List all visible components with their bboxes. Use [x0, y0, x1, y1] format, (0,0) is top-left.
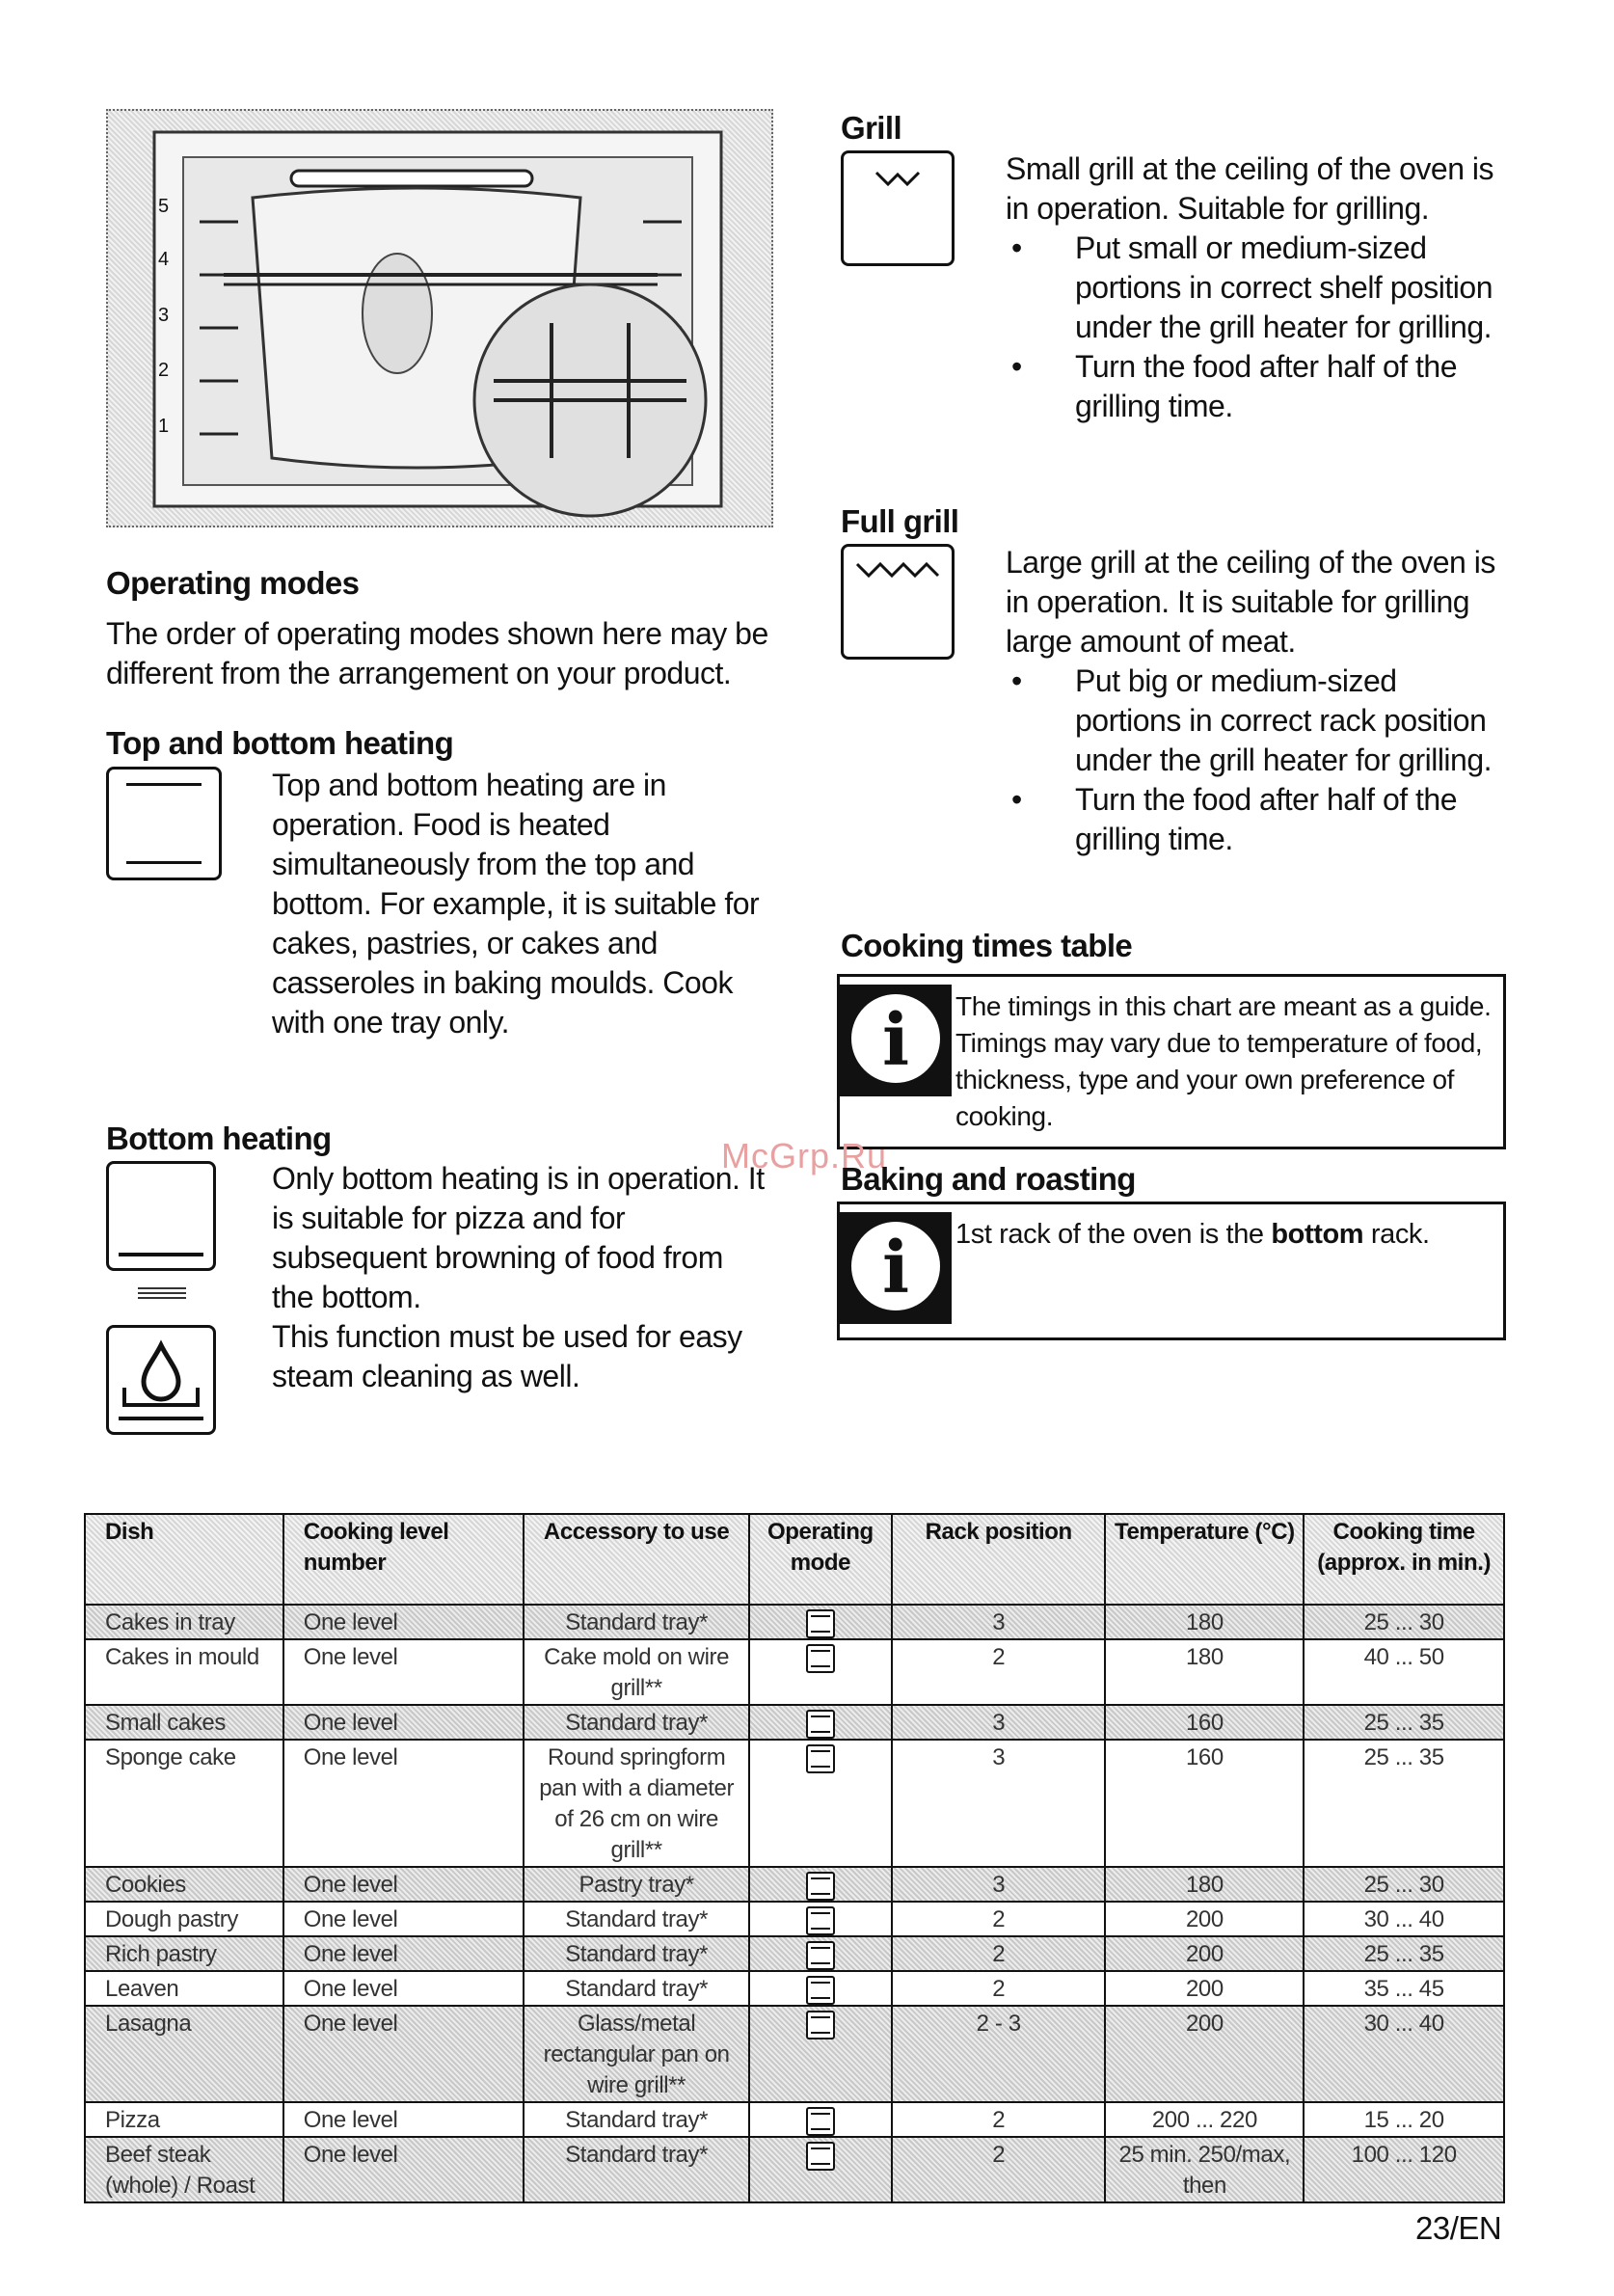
grill-icon — [841, 150, 955, 266]
top-bottom-heating-icon — [806, 1941, 835, 1970]
cell-rack: 3 — [892, 1740, 1106, 1867]
cell-dish: Cookies — [85, 1867, 283, 1902]
cell-mode — [749, 1971, 892, 2006]
cell-dish: Leaven — [85, 1971, 283, 2006]
table-row — [85, 2102, 1504, 2137]
bottom-heating-text: Only bottom heating is in operation. It is suitable for pizza and for subsequent browning of food from the bottom. This function must be used for easy steam cleaning as well. — [272, 1161, 765, 1393]
bottom-heating-icon — [106, 1161, 216, 1271]
shelf-number-4: 4 — [158, 249, 170, 270]
cell-accessory: Cake mold on wire grill** — [524, 1639, 749, 1705]
info-icon: i — [840, 985, 952, 1096]
rack-info-box — [837, 1202, 1506, 1340]
table-row — [85, 2137, 1504, 2202]
cell-accessory: Glass/metal rectangular pan on wire grill** — [524, 2006, 749, 2102]
cell-temp: 25 min. 250/max, then — [1105, 2137, 1304, 2202]
top-bottom-heating-icon — [806, 1609, 835, 1638]
bottom-heating-title: Bottom heating — [106, 1121, 332, 1156]
cell-rack: 3 — [892, 1867, 1106, 1902]
grill-bullet-1: • Put small or medium-sized portions in correct shelf position under the grill heater for grilling. — [1006, 229, 1493, 347]
cell-level: One level — [283, 2137, 525, 2202]
top-bottom-heating-icon — [806, 1872, 835, 1901]
cell-temp: 160 — [1105, 1740, 1304, 1867]
cell-time: 40 ... 50 — [1304, 1639, 1504, 1705]
top-bottom-heating-icon — [806, 2011, 835, 2039]
cell-time: 25 ... 35 — [1304, 1705, 1504, 1740]
cooking-times-title: Cooking times table — [841, 928, 1133, 963]
full-grill-bullet-1: • Put big or medium-sized portions in correct rack position under the grill heater for grilling. — [1006, 662, 1492, 780]
cell-temp: 180 — [1105, 1639, 1304, 1705]
table-row — [85, 1705, 1504, 1740]
cell-mode — [749, 1639, 892, 1705]
cell-mode — [749, 2137, 892, 2202]
top-bottom-heating-icon — [806, 2142, 835, 2171]
cell-level: One level — [283, 1705, 525, 1740]
page-number: 23/EN — [1415, 2210, 1502, 2246]
cooking-times-table — [84, 1513, 1505, 2203]
cell-accessory: Standard tray* — [524, 1936, 749, 1971]
cell-mode — [749, 1867, 892, 1902]
table-row — [85, 1867, 1504, 1902]
cell-level: One level — [283, 1867, 525, 1902]
steam-cleaning-icon — [106, 1325, 216, 1435]
cell-level: One level — [283, 1936, 525, 1971]
full-grill-bullet-2: • Turn the food after half of the grilling time. — [1006, 780, 1492, 859]
cell-temp: 200 — [1105, 1936, 1304, 1971]
cell-mode — [749, 2102, 892, 2137]
cell-rack: 2 - 3 — [892, 2006, 1106, 2102]
cell-time: 30 ... 40 — [1304, 1902, 1504, 1936]
cell-rack: 2 — [892, 1639, 1106, 1705]
cell-level: One level — [283, 2006, 525, 2102]
cell-temp: 160 — [1105, 1705, 1304, 1740]
shelf-number-3: 3 — [158, 305, 170, 326]
header-dish: Dish — [85, 1514, 283, 1605]
cell-time: 30 ... 40 — [1304, 2006, 1504, 2102]
top-bottom-heating-icon — [806, 1710, 835, 1739]
cell-mode — [749, 1740, 892, 1867]
shelf-number-5: 5 — [158, 196, 170, 217]
cell-rack: 2 — [892, 1971, 1106, 2006]
grill-title: Grill — [841, 110, 902, 146]
cell-mode — [749, 1936, 892, 1971]
oven-shelf-illustration — [106, 109, 773, 527]
cell-accessory: Standard tray* — [524, 2137, 749, 2202]
table-row — [85, 1605, 1504, 1639]
cell-temp: 180 — [1105, 1605, 1304, 1639]
header-temperature: Temperature (°C) — [1105, 1514, 1304, 1605]
cell-dish: Rich pastry — [85, 1936, 283, 1971]
cell-dish: Small cakes — [85, 1705, 283, 1740]
header-cooking-level: Cooking level number — [283, 1514, 525, 1605]
cell-accessory: Pastry tray* — [524, 1867, 749, 1902]
table-row — [85, 1936, 1504, 1971]
cell-time: 25 ... 30 — [1304, 1867, 1504, 1902]
cell-level: One level — [283, 1639, 525, 1705]
cell-accessory: Standard tray* — [524, 1605, 749, 1639]
cell-dish: Dough pastry — [85, 1902, 283, 1936]
cell-temp: 200 — [1105, 2006, 1304, 2102]
cell-rack: 2 — [892, 1936, 1106, 1971]
oven-diagram — [108, 111, 771, 526]
top-bottom-heating-icon — [806, 1906, 835, 1935]
cell-temp: 200 ... 220 — [1105, 2102, 1304, 2137]
header-operating-mode: Operating mode — [749, 1514, 892, 1605]
table-row — [85, 1902, 1504, 1936]
table-row — [85, 1971, 1504, 2006]
cell-level: One level — [283, 1740, 525, 1867]
cell-level: One level — [283, 2102, 525, 2137]
cell-rack: 3 — [892, 1705, 1106, 1740]
top-bottom-heating-title: Top and bottom heating — [106, 725, 454, 761]
top-bottom-heating-icon — [806, 1976, 835, 2005]
top-bottom-heating-text: Top and bottom heating are in operation. Food is heated simultaneously from the top and bottom. For example, it is suitable for cakes, pastries, or cakes and casseroles in baking moulds. Cook with one tray only. — [272, 768, 760, 1040]
cell-dish: Lasagna — [85, 2006, 283, 2102]
cell-time: 25 ... 35 — [1304, 1936, 1504, 1971]
cell-mode — [749, 1902, 892, 1936]
cell-time: 25 ... 30 — [1304, 1605, 1504, 1639]
cell-rack: 3 — [892, 1605, 1106, 1639]
full-grill-title: Full grill — [841, 503, 959, 539]
cell-dish: Cakes in mould — [85, 1639, 283, 1705]
shelf-number-2: 2 — [158, 360, 170, 381]
operating-modes-title: Operating modes — [106, 565, 360, 601]
cell-time: 15 ... 20 — [1304, 2102, 1504, 2137]
cell-dish: Cakes in tray — [85, 1605, 283, 1639]
header-accessory: Accessory to use — [524, 1514, 749, 1605]
cell-accessory: Standard tray* — [524, 1902, 749, 1936]
cell-time: 100 ... 120 — [1304, 2137, 1504, 2202]
cell-mode — [749, 1605, 892, 1639]
header-cooking-time: Cooking time (approx. in min.) — [1304, 1514, 1504, 1605]
cell-temp: 180 — [1105, 1867, 1304, 1902]
table-header-row — [85, 1514, 1504, 1605]
guide-info-box — [837, 974, 1506, 1149]
top-bottom-heating-icon — [106, 767, 222, 880]
cell-level: One level — [283, 1971, 525, 2006]
shelf-number-1: 1 — [158, 416, 170, 437]
cell-level: One level — [283, 1605, 525, 1639]
table-row — [85, 1639, 1504, 1705]
cell-time: 35 ... 45 — [1304, 1971, 1504, 2006]
top-bottom-heating-icon — [806, 1644, 835, 1673]
info-icon: i — [840, 1212, 952, 1324]
guide-info-text: The timings in this chart are meant as a guide. Timings may vary due to temperature of food, thickness, type and your own preference of cooking. — [955, 991, 1492, 1131]
full-grill-icon — [841, 544, 955, 660]
top-bottom-heating-icon — [806, 1744, 835, 1773]
watermark: McGrp.Ru — [721, 1136, 888, 1175]
cell-dish: Beef steak (whole) / Roast — [85, 2137, 283, 2202]
header-rack-position: Rack position — [892, 1514, 1106, 1605]
cell-temp: 200 — [1105, 1902, 1304, 1936]
cell-temp: 200 — [1105, 1971, 1304, 2006]
cell-accessory: Standard tray* — [524, 1971, 749, 2006]
full-grill-intro: Large grill at the ceiling of the oven is in operation. It is suitable for grilling large amount of meat. — [1006, 545, 1495, 659]
grill-instructions — [1006, 229, 1493, 426]
cell-rack: 2 — [892, 2102, 1106, 2137]
operating-modes-text: The order of operating modes shown here may be different from the arrangement on your product. — [106, 616, 768, 690]
table-row — [85, 1740, 1504, 1867]
top-bottom-heating-icon — [806, 2107, 835, 2136]
cell-mode — [749, 1705, 892, 1740]
rack-info-text: 1st rack of the oven is the bottom rack. — [955, 1219, 1430, 1250]
cell-rack: 2 — [892, 1902, 1106, 1936]
cell-rack: 2 — [892, 2137, 1106, 2202]
cell-level: One level — [283, 1902, 525, 1936]
cell-time: 25 ... 35 — [1304, 1740, 1504, 1867]
cell-accessory: Round springform pan with a diameter of 26 cm on wire grill** — [524, 1740, 749, 1867]
cell-dish: Sponge cake — [85, 1740, 283, 1867]
cell-mode — [749, 2006, 892, 2102]
grill-intro: Small grill at the ceiling of the oven is in operation. Suitable for grilling. — [1006, 151, 1493, 226]
or-divider-icon — [138, 1284, 186, 1300]
cell-accessory: Standard tray* — [524, 1705, 749, 1740]
cell-accessory: Standard tray* — [524, 2102, 749, 2137]
cell-dish: Pizza — [85, 2102, 283, 2137]
full-grill-instructions — [1006, 662, 1492, 859]
table-row — [85, 2006, 1504, 2102]
baking-roasting-title: Baking and roasting — [841, 1161, 1136, 1197]
grill-bullet-2: • Turn the food after half of the grilling time. — [1006, 347, 1493, 426]
